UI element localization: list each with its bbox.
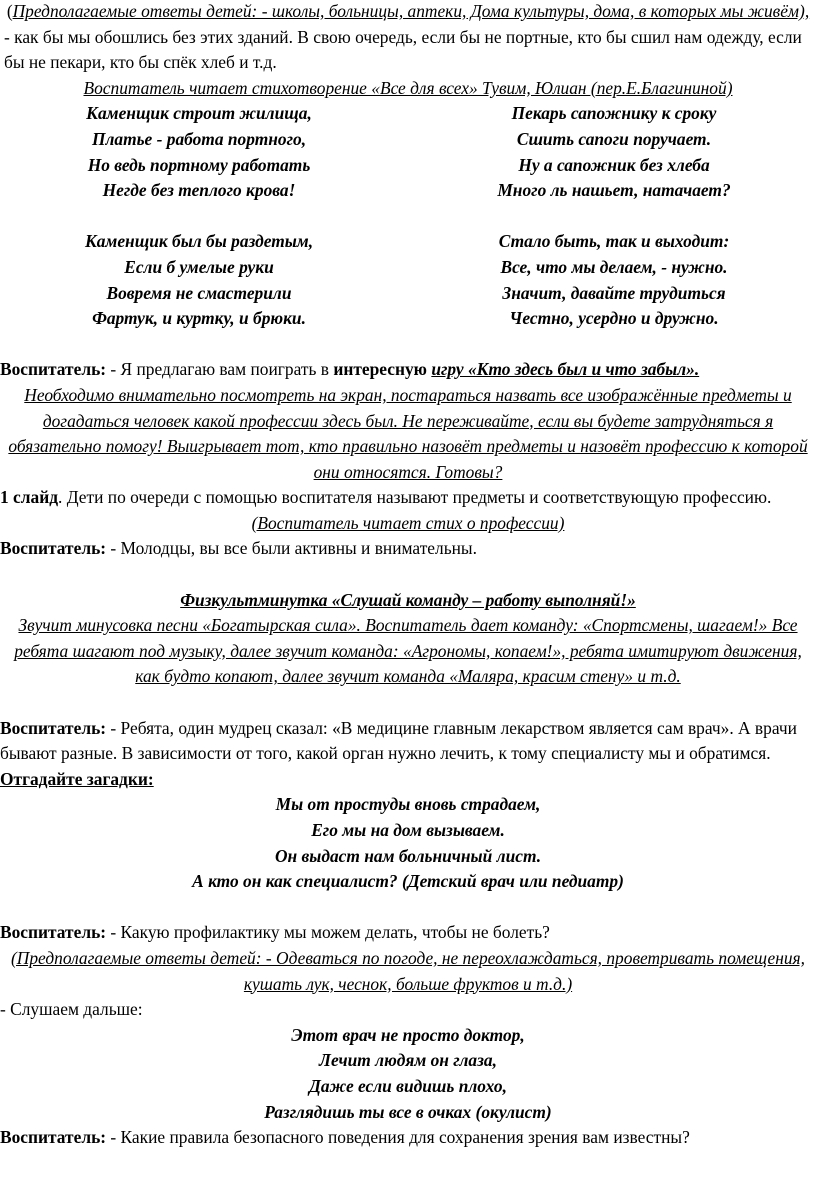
listen-further: - Слушаем дальше:	[0, 999, 143, 1020]
prevention-answers: (Предполагаемые ответы детей: - Одеваться по погоде, не переохлаждаться, проветривать помещения, кушать лук, чеснок, больше фруктов и т.д.)	[11, 947, 805, 994]
poem-line: Он выдаст нам больничный лист.	[274, 845, 542, 866]
doctor-paragraph	[0, 716, 816, 793]
speaker-label: Воспитатель:	[0, 1127, 107, 1148]
speaker-label: Воспитатель:	[0, 717, 107, 738]
speaker-label: Воспитатель:	[0, 922, 107, 943]
poem-line: Вовремя не смастерили	[106, 282, 292, 303]
poem-line: Этот врач не просто доктор,	[291, 1024, 525, 1045]
praise-paragraph	[0, 536, 816, 562]
poem-line: Негде без теплого крова!	[102, 180, 296, 201]
poem-line: Даже если видишь плохо,	[309, 1075, 507, 1096]
poem-intro-line: Воспитатель читает стихотворение «Все для всех» Тувим, Юлиан (пер.Е.Благининой)	[83, 77, 733, 98]
speaker-label: Воспитатель:	[0, 359, 107, 380]
slide-paragraph	[0, 485, 816, 511]
poem-line: Но ведь портному работать	[87, 154, 311, 175]
riddle-poem-pediatrician	[0, 792, 816, 894]
eye-safety-question	[0, 1125, 816, 1151]
poem-line: Его мы на дом вызываем.	[311, 820, 505, 840]
teacher-reads-line: (Воспитатель читает стих о профессии)	[251, 512, 565, 533]
intro-paragraph: - как бы мы обошлись без этих зданий. В свою очередь, если бы не портные, кто бы сшил нам одежду, если бы не пекари, кто бы спёк хлеб и т.д.	[4, 26, 802, 73]
exercise-title: Физкультминутка «Слушай команду – работу выполняй!»	[180, 589, 636, 610]
poem-line: Если б умелые руки	[124, 256, 274, 277]
bold-word: интересную	[333, 359, 427, 380]
riddle-poem-oculist	[0, 1023, 816, 1125]
poem-line: Ну а сапожник без хлеба	[518, 154, 710, 175]
game-instructions: Необходимо внимательно посмотреть на экран, постараться назвать все изображённые предметы и догадаться человек какой профессии здесь был. Не переживайте, если вы будете затрудняться я обязательно помогу! Выигрывает тот, кто правильно назовёт предметы и назовёт профессию к которой они относятся. Готовы?	[8, 384, 808, 482]
eye-safety-text: - Какие правила безопасного поведения для сохранения зрения вам известны?	[106, 1127, 690, 1148]
children-answers-paragraph	[0, 0, 816, 25]
poem-right-column	[408, 101, 816, 331]
slide-text: . Дети по очереди с помощью воспитателя называют предметы и соответствующую профессию.	[58, 487, 772, 508]
game-paragraph	[0, 357, 816, 383]
poem-line: Честно, усердно и дружно.	[509, 308, 719, 329]
poem-line: А кто он как специалист? (Детский врач или педиатр)	[192, 871, 624, 892]
poem-line: Каменщик был бы раздетым,	[84, 231, 314, 252]
prevention-question	[0, 920, 816, 946]
poem-line: Каменщик строит жилища,	[86, 103, 312, 124]
poem-left-column	[0, 101, 408, 331]
game-title: игру «Кто здесь был и что забыл».	[431, 359, 700, 380]
stanza-gap	[0, 204, 398, 230]
riddles-label: Отгадайте загадки:	[0, 768, 154, 789]
paragraph-gap	[0, 690, 816, 716]
poem-line: Много ль нашьет, натачает?	[497, 180, 731, 201]
speaker-label: Воспитатель:	[0, 538, 107, 559]
poem-line: Значит, давайте трудиться	[502, 282, 726, 303]
poem-line: Все, что мы делаем, - нужно.	[500, 256, 728, 277]
poem-line: Пекарь сапожнику к сроку	[511, 103, 717, 124]
poem-line: Лечит людям он глаза,	[319, 1050, 497, 1071]
poem-all-for-all	[0, 101, 816, 331]
prevention-text: - Какую профилактику мы можем делать, чтобы не болеть?	[106, 922, 550, 943]
doctor-text: - Ребята, один мудрец сказал: «В медицине главным лекарством является сам врач». А врачи бывают разные. В зависимости от того, какой орган нужно лечить, к тому специалисту мы и обратимся.	[0, 717, 797, 764]
poem-line: Разглядишь ты все в очках (окулист)	[264, 1101, 552, 1122]
open-paren: (	[6, 1, 13, 21]
stanza-gap	[412, 204, 816, 230]
children-answers-text: Предполагаемые ответы детей: - школы, больницы, аптеки, Дома культуры, дома, в которых мы живём),	[12, 1, 810, 21]
praise-text: - Молодцы, вы все были активны и внимательны.	[106, 538, 477, 559]
exercise-description: Звучит минусовка песни «Богатырская сила». Воспитатель дает команду: «Спортсмены, шагаем!» Все ребята шагают под музыку, далее звучит команда: «Агрономы, копаем!», ребята имитируют движения, как будто копают, далее звучит команда «Маляра, красим стену» и т.д.	[14, 615, 802, 687]
poem-line: Сшить сапоги поручает.	[516, 128, 712, 149]
slide-label: 1 слайд	[0, 487, 59, 508]
poem-line: Фартук, и куртку, и брюки.	[92, 308, 306, 329]
paragraph-gap	[0, 895, 816, 921]
paragraph-gap	[0, 562, 816, 588]
poem-line: Платье - работа портного,	[91, 128, 307, 149]
game-text: - Я предлагаю вам поиграть в	[106, 359, 334, 380]
paragraph-gap	[0, 332, 816, 358]
poem-line: Стало быть, так и выходит:	[498, 231, 730, 252]
poem-line: Мы от простуды вновь страдаем,	[275, 794, 541, 815]
